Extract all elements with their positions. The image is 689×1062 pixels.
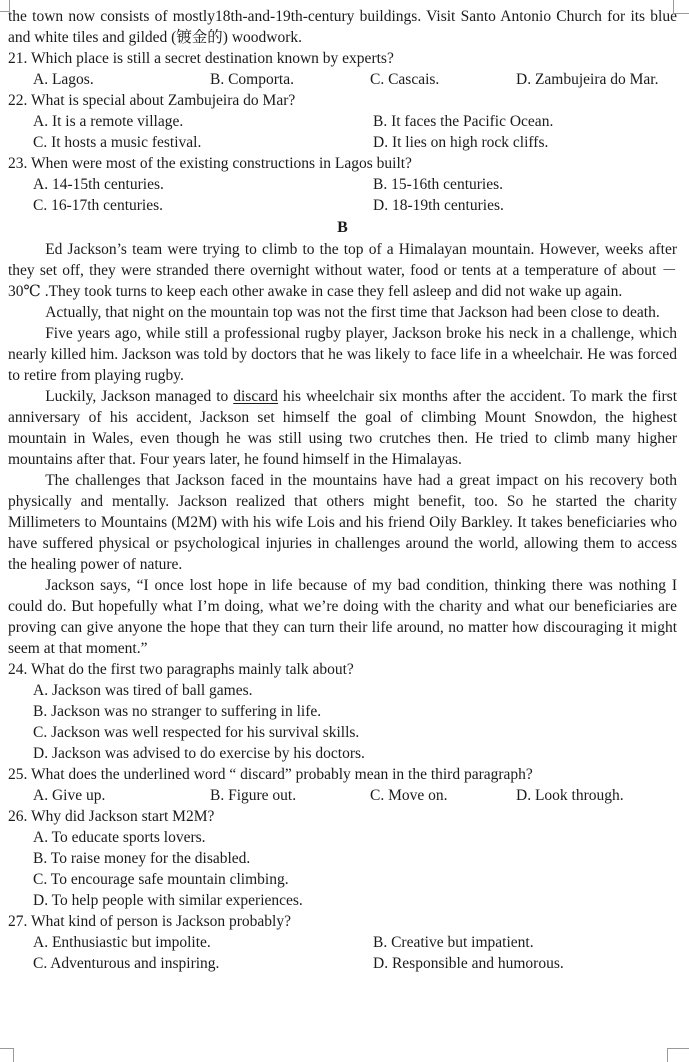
question-22 <box>8 90 677 153</box>
question-26-options <box>33 827 677 911</box>
underlined-word-discard: discard <box>233 388 279 405</box>
question-23-stem: 23. When were most of the existing constructions in Lagos built? <box>8 155 412 172</box>
question-27-stem: 27. What kind of person is Jackson probably? <box>8 913 291 930</box>
option-22-d: D. It lies on high rock cliffs. <box>373 134 549 151</box>
option-24-b: B. Jackson was no stranger to suffering in life. <box>33 703 322 720</box>
question-24-stem: 24. What do the first two paragraphs mainly talk about? <box>8 661 354 678</box>
option-23-d: D. 18-19th centuries. <box>373 197 504 214</box>
option-21-a: A. Lagos. <box>33 71 94 88</box>
option-25-d: D. Look through. <box>516 787 624 804</box>
option-21-c: C. Cascais. <box>370 71 440 88</box>
option-23-a: A. 14-15th centuries. <box>33 176 164 193</box>
passage-b-paragraph-5: The challenges that Jackson faced in the mountains have had a great impact on his recovery both physically and mentally. Jackson realized that others might benefit, too. So he started the charity Millimeters to Mountains (M2M) with his wife Lois and his friend Oily Barkley. It takes beneficiaries who have suffered physical or psychological injuries in challenges around the world, allowing them to access the healing power of nature. <box>8 472 677 573</box>
option-23-b: B. 15-16th centuries. <box>373 176 504 193</box>
option-26-d: D. To help people with similar experiences. <box>33 892 303 909</box>
question-26-stem: 26. Why did Jackson start M2M? <box>8 808 215 825</box>
question-22-stem: 22. What is special about Zambujeira do Mar? <box>8 92 296 109</box>
question-26 <box>8 806 677 911</box>
question-21 <box>8 48 677 90</box>
option-27-a: A. Enthusiastic but impolite. <box>33 934 211 951</box>
option-24-a: A. Jackson was tired of ball games. <box>33 682 253 699</box>
option-25-b: B. Figure out. <box>210 787 297 804</box>
question-25-stem: 25. What does the underlined word “ discard” probably mean in the third paragraph? <box>8 766 533 783</box>
question-25 <box>8 764 677 806</box>
question-24 <box>8 659 677 764</box>
option-21-d: D. Zambujeira do Mar. <box>516 71 659 88</box>
option-21-b: B. Comporta. <box>210 71 294 88</box>
passage-b-paragraph-2: Actually, that night on the mountain top was not the first time that Jackson had been close to death. <box>45 304 660 321</box>
paragraph-4-text-before: Luckily, Jackson managed to <box>45 388 234 405</box>
option-24-d: D. Jackson was advised to do exercise by his doctors. <box>33 745 365 762</box>
option-25-c: C. Move on. <box>370 787 448 804</box>
scan-corner-mark-bottom-right <box>667 1048 689 1062</box>
option-25-a: A. Give up. <box>33 787 106 804</box>
passage-b-header: B <box>337 219 348 236</box>
question-27-options <box>33 932 677 974</box>
question-24-options <box>33 680 677 764</box>
option-26-a: A. To educate sports lovers. <box>33 829 206 846</box>
option-26-b: B. To raise money for the disabled. <box>33 850 251 867</box>
option-26-c: C. To encourage safe mountain climbing. <box>33 871 289 888</box>
passage-b-paragraph-3: Five years ago, while still a professional rugby player, Jackson broke his neck in a challenge, which nearly killed him. Jackson was told by doctors that he was likely to face life in a wheelchair. He was forced to retire from playing rugby. <box>8 325 677 384</box>
option-22-c: C. It hosts a music festival. <box>33 134 202 151</box>
question-25-options <box>33 785 677 806</box>
paragraph-4-text-after: his wheelchair six months after the accident. To mark the first anniversary of his accident, Jackson set himself the goal of climbing Mount Snowdon, the highest mountain in Wales, even though he was still using two crutches then. He tried to climb many higher mountains after that. Four years later, he found himself in the Himalayas. <box>8 388 677 468</box>
question-21-stem: 21. Which place is still a secret destination known by experts? <box>8 50 394 67</box>
passage-b-paragraph-4 <box>8 386 677 470</box>
question-23-options <box>33 174 677 216</box>
option-24-c: C. Jackson was well respected for his survival skills. <box>33 724 360 741</box>
option-23-c: C. 16-17th centuries. <box>33 197 164 214</box>
question-21-options <box>33 69 677 90</box>
passage-b-paragraph-6: Jackson says, “I once lost hope in life because of my bad condition, thinking there was nothing I could do. But hopefully what I’m doing, what we’re doing with the charity and what our beneficiaries are proving can give anyone the hope that they can turn their life around, no matter how discouraging it might seem at that moment.” <box>8 577 677 657</box>
option-22-b: B. It faces the Pacific Ocean. <box>373 113 554 130</box>
question-27 <box>8 911 677 974</box>
question-23 <box>8 153 677 216</box>
option-22-a: A. It is a remote village. <box>33 113 184 130</box>
option-27-d: D. Responsible and humorous. <box>373 955 564 972</box>
option-27-b: B. Creative but impatient. <box>373 934 534 951</box>
question-22-options <box>33 111 677 153</box>
scan-corner-mark-bottom-left <box>0 1048 14 1062</box>
passage-b-paragraph-1: Ed Jackson’s team were trying to climb to the top of a Himalayan mountain. However, weeks after they set off, they were stranded there overnight without water, food or tents at a temperature of about － 30℃ .They took turns to keep each other awake in case they fell asleep and did not wake up again. <box>8 241 677 300</box>
intro-paragraph: the town now consists of mostly18th-and-19th-century buildings. Visit Santo Antonio Church for its blue and white tiles and gilded (镀金的) woodwork. <box>8 8 677 46</box>
scan-corner-mark-top-right <box>673 0 689 14</box>
scan-corner-mark-top-left <box>0 0 10 12</box>
option-27-c: C. Adventurous and inspiring. <box>33 955 220 972</box>
